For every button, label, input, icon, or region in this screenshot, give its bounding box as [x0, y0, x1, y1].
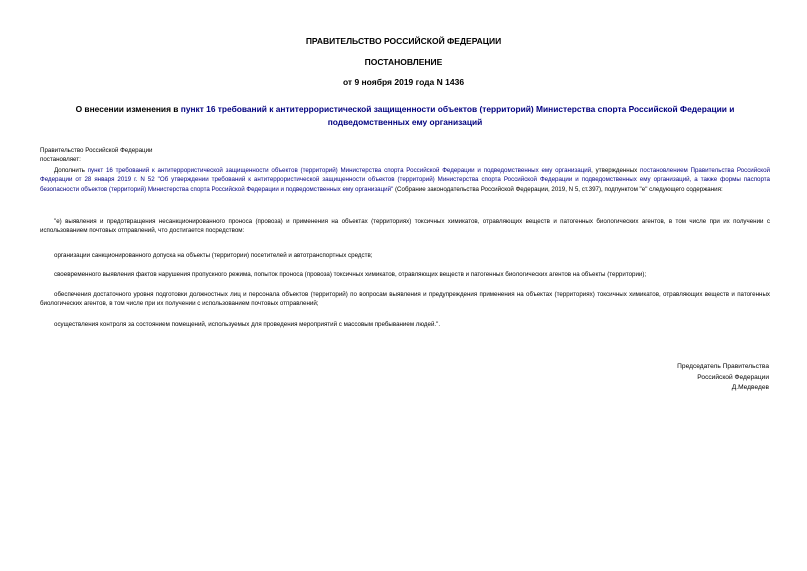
p1-end: (Собрание законодательства Российской Федерации, 2019, N 5, ст.397), подпунктом "е" следующего содержания:	[393, 185, 723, 193]
document-title	[40, 103, 770, 129]
p1-start: Дополнить	[54, 167, 88, 174]
p1-link-clause[interactable]: пункт 16 требований к антитеррористической защищенности объектов (территорий) Министерства спорта Российской Федерации и подведомственных ему организаций	[87, 167, 592, 174]
doc-type-heading: ПОСТАНОВЛЕНИЕ	[364, 57, 443, 67]
paragraph-1	[40, 166, 770, 194]
issuer: Правительство Российской Федерации	[40, 147, 153, 154]
signature-position: Председатель Правительства	[677, 363, 769, 370]
p1-link-resolution[interactable]: постановлением Правительства Российской Федерации от 28 января 2019 г. N 52 "Об утверждении требований к антитеррористической защищенности объектов (территорий) Министерства спорта Российской Федерации и подведомственных ему организаций, а также формы паспорта безопасности объектов (территорий) Министерства спорта Российской Федерации и подведомственных ему организаций"	[40, 167, 770, 193]
signature-name: Д.Медведев	[731, 384, 769, 391]
p1-mid: , утвержденных	[591, 167, 641, 174]
signature-block	[677, 362, 769, 394]
government-heading: ПРАВИТЕЛЬСТВО РОССИЙСКОЙ ФЕДЕРАЦИИ	[305, 36, 502, 46]
paragraph-6: осуществления контроля за состоянием помещений, используемых для проведения мероприятий с массовым пребыванием людей.".	[54, 321, 441, 328]
paragraph-2: "е) выявления и предотвращения несанкционированного проноса (провоза) и применения на объектах (территориях) токсичных химикатов, отравляющих веществ и патогенных биологических агентов, в том числе при их получении с использованием почтовых отправлений, что достигается посредством:	[40, 218, 770, 235]
date-number: от 9 ноября 2019 года N 1436	[342, 77, 465, 87]
signature-country: Российской Федерации	[697, 373, 769, 381]
paragraph-3: организации санкционированного допуска на объекты (территории) посетителей и автотранспортных средств;	[54, 252, 373, 259]
paragraph-5: обеспечения достаточного уровня подготовки должностных лиц и персонала объектов (территорий) по вопросам выявления и предупреждения применения на объектах (территориях) токсичных химикатов, отравляющих веществ и патогенных биологических агентов, в том числе при их получении с использованием почтовых отправлений;	[40, 291, 770, 308]
title-prefix: О внесении изменения в	[75, 104, 181, 114]
paragraph-4: своевременного выявления фактов нарушения пропускного режима, попыток проноса (провоза) токсичных химикатов, отравляющих веществ и патогенных биологических агентов на объекты (территории);	[54, 271, 647, 278]
title-link[interactable]: пункт 16 требований к антитеррористической защищенности объектов (территорий) Министерства спорта Российской Федерации и подведомственных ему организаций	[180, 104, 735, 127]
resolves: постановляет:	[40, 156, 81, 163]
